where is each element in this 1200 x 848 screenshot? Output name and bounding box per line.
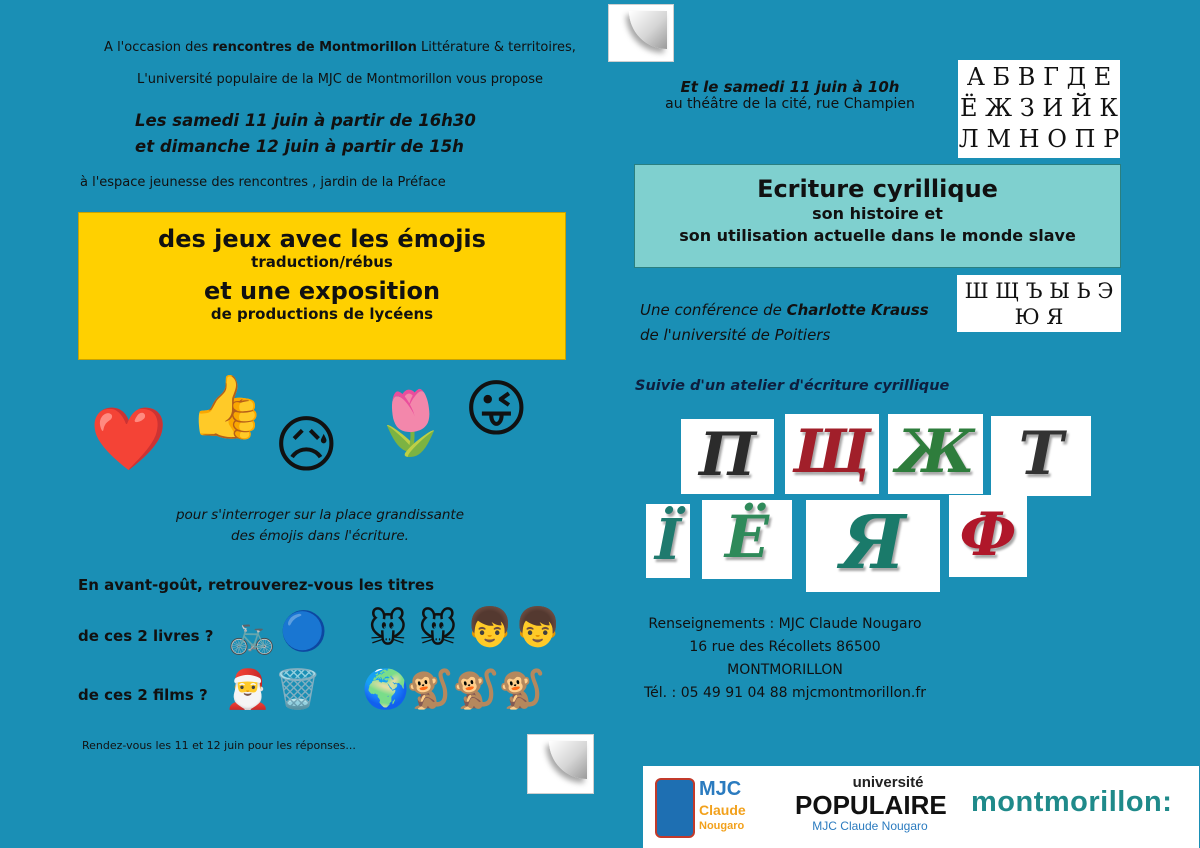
letter-tile	[806, 500, 940, 592]
conference-title: Ecriture cyrillique	[757, 175, 998, 203]
letter-tile	[991, 416, 1091, 496]
heart-icon: ❤️	[90, 402, 168, 475]
intro-line-2: L'université populaire de la MJC de Montmorillon vous propose	[136, 72, 544, 87]
box-heading-2: et une exposition	[203, 277, 441, 305]
wastebasket-icon: 🗑️	[274, 667, 322, 711]
mjc-logo-mark	[655, 778, 695, 838]
box-sub-2: de productions de lycéens	[210, 305, 434, 323]
box-sub-1: traduction/rébus	[251, 253, 393, 271]
letter-yi: Ї	[654, 507, 682, 573]
contact-info	[640, 613, 930, 705]
universite-populaire-logo[interactable]	[795, 774, 945, 842]
sad-face-icon: 😥	[274, 408, 339, 481]
date-line-2: et dimanche 12 juin à partir de 15h	[135, 137, 464, 156]
letter-shcha: Щ	[793, 417, 871, 487]
alphabet-row: Ё Ж З И Й К	[959, 94, 1118, 122]
page-curl-bottom	[527, 734, 594, 794]
books-label: de ces 2 livres ?	[78, 627, 214, 645]
speaker-prefix: Une conférence de	[640, 301, 787, 319]
alphabet-row: Ш Щ Ъ Ы Ь Э	[964, 279, 1114, 303]
venue-line: à l'espace jeunesse des rencontres , jardin de la Préface	[80, 175, 446, 190]
letter-ef: Ф	[959, 500, 1017, 570]
mjc-logo[interactable]	[655, 772, 763, 842]
contact-line: MONTMORILLON	[727, 662, 843, 678]
up-logo-line3: MJC Claude Nougaro	[812, 819, 928, 833]
workshop-line: Suivie d'un atelier d'écriture cyrillique	[635, 378, 950, 394]
letter-te: Т	[1018, 419, 1064, 489]
question-line-1: pour s'interroger sur la place grandissante	[175, 507, 465, 523]
contact-line: Tél. : 05 49 91 04 88 mjcmontmorillon.fr	[643, 685, 927, 701]
monkey-icon: 🐒	[498, 667, 546, 711]
boy-icon: 👦	[466, 605, 514, 649]
letter-tile	[646, 504, 690, 578]
contact-line: Renseignements : MJC Claude Nougaro	[648, 616, 922, 632]
cyrillic-alphabet-panel-2	[957, 275, 1121, 332]
letter-zhe: Ж	[896, 417, 975, 487]
conference-sub-2: son utilisation actuelle dans le monde slave	[679, 226, 1076, 245]
letter-tile	[702, 500, 792, 579]
speaker-line	[640, 298, 929, 323]
teaser-text: En avant-goût, retrouverez-vous les titres	[78, 576, 435, 594]
letter-pe: П	[699, 420, 756, 490]
letter-tile	[785, 414, 879, 494]
partner-logos	[643, 766, 1199, 848]
santa-icon: 🎅	[224, 667, 272, 711]
speaker-info	[640, 298, 929, 348]
mouse-icon: 🐭	[418, 607, 458, 651]
speaker-name: Charlotte Krauss	[786, 301, 929, 319]
town-logo-text: montmorillon:	[971, 786, 1173, 818]
films-label: de ces 2 films ?	[78, 686, 208, 704]
letter-yo: Ë	[724, 503, 770, 571]
saturday-conference-info	[640, 78, 940, 112]
globe-icon: 🌍	[362, 667, 410, 711]
date-line-1: Les samedi 11 juin à partir de 16h30	[135, 111, 476, 130]
mouse-icon: 🐭	[368, 607, 408, 651]
conference-date: Et le samedi 11 juin à 10h	[680, 78, 900, 96]
letter-tile	[949, 495, 1027, 577]
letter-tile	[681, 419, 774, 494]
mjc-logo-text-top: MJC	[699, 778, 742, 800]
alphabet-row: Л М Н О П Р	[958, 125, 1120, 153]
contact-line: 16 rue des Récollets 86500	[689, 639, 881, 655]
up-logo-line1: université	[852, 774, 924, 791]
winking-tongue-face-icon: 😜	[464, 372, 529, 445]
monkey-icon: 🐒	[452, 667, 500, 711]
event-name: rencontres de Montmorillon	[212, 40, 417, 55]
alphabet-row: Ю Я	[1014, 305, 1064, 329]
letter-ya: Я	[840, 500, 906, 586]
montmorillon-logo[interactable]	[971, 786, 1191, 826]
intro-text-end: Littérature & territoires,	[416, 40, 576, 55]
alphabet-row: А Б В Г Д Е	[966, 63, 1112, 91]
tulip-icon: 🌷	[372, 386, 450, 459]
emoji-games-box	[78, 212, 566, 360]
bicycle-icon: 🚲	[228, 612, 276, 656]
monkey-icon: 🐒	[406, 667, 454, 711]
letter-tile	[888, 414, 983, 494]
dates	[135, 108, 476, 160]
box-heading-1: des jeux avec les émojis	[158, 225, 486, 253]
mjc-logo-text-name1: Claude	[699, 802, 746, 818]
boy-icon: 👦	[514, 605, 562, 649]
up-logo-line2: POPULAIRE	[795, 790, 947, 820]
rendezvous-note: Rendez-vous les 11 et 12 juin pour les réponses...	[82, 739, 356, 752]
cyrillic-alphabet-panel-1	[958, 60, 1120, 158]
mjc-logo-text-name2: Nougaro	[699, 820, 745, 832]
intro-text: A l'occasion des	[104, 40, 213, 55]
question-line-2: des émojis dans l'écriture.	[231, 528, 409, 544]
conference-sub-1: son histoire et	[812, 204, 943, 223]
blue-circle-icon: 🔵	[280, 609, 328, 653]
conference-place: au théâtre de la cité, rue Champien	[665, 96, 915, 112]
speaker-affiliation: de l'université de Poitiers	[640, 326, 831, 344]
cyrillic-writing-box	[634, 164, 1121, 268]
thumbs-up-icon: 👍	[188, 370, 266, 443]
question-text	[140, 505, 500, 547]
intro-line-1	[60, 40, 620, 55]
